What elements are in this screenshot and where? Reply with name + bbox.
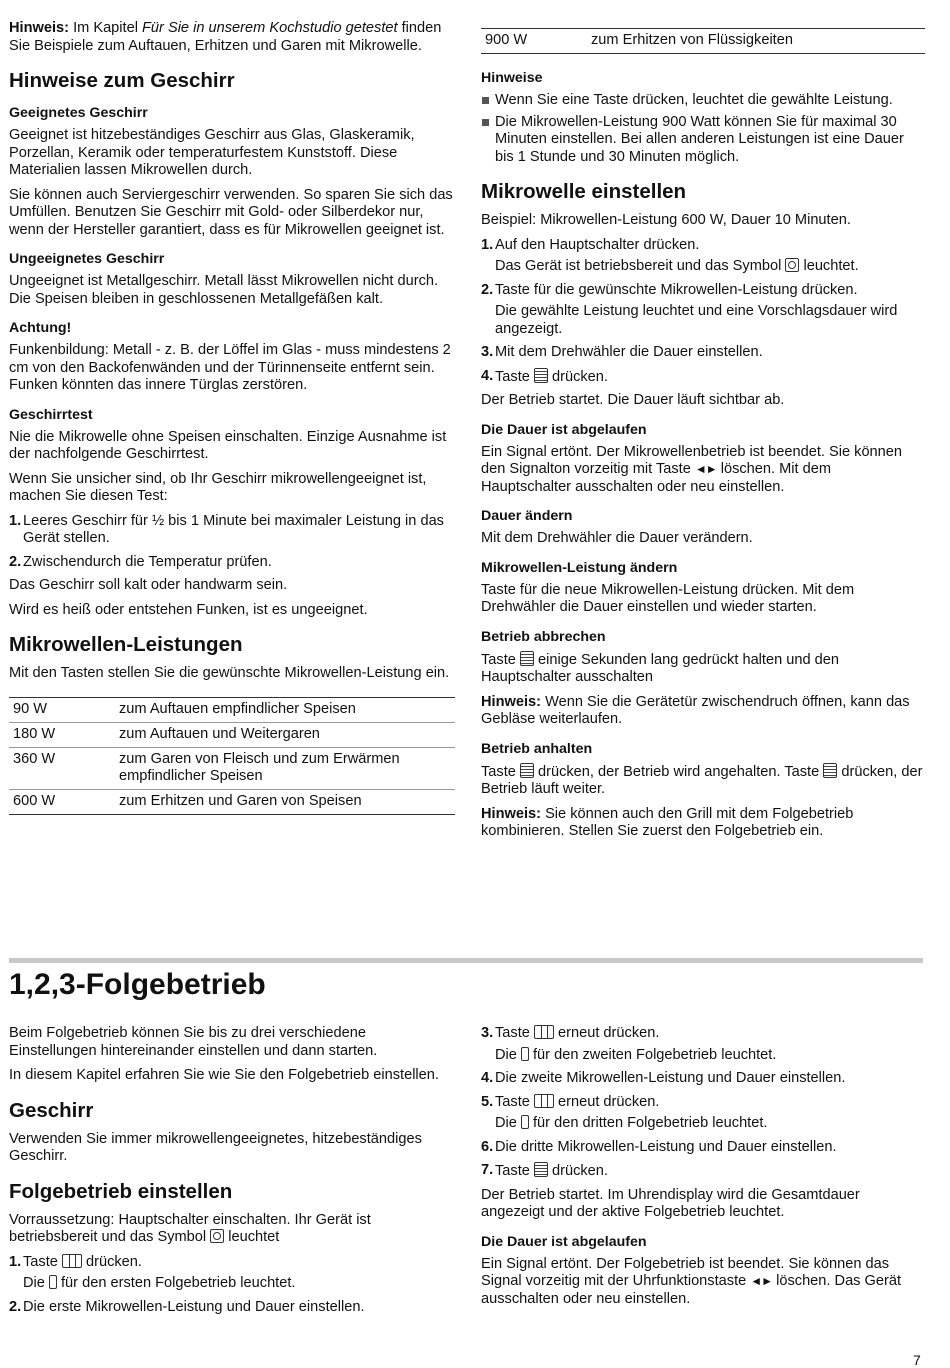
cookware-text: Verwenden Sie immer mikrowellengeeignetes, hitzebeständiges Geschirr. [9,1130,422,1164]
intro-chapter-ref: Für Sie in unserem Kochstudio getestet [142,20,398,36]
sequence-steps-a [9,1254,455,1317]
power-value: 180 W [9,722,115,747]
step-number: 5. [481,1093,494,1110]
step-number: 1. [9,1253,22,1270]
section-title: 1,2,3-Folgebetrieb [9,968,266,1001]
step-text-pre: Taste [23,1253,62,1270]
dish-test-text-1: Nie die Mikrowelle ohne Speisen einschalten. Einzige Ausnahme ist der nachfolgende Geschirrtest. [9,428,447,462]
sequence-left-column [9,1025,455,1322]
power-table-continued [481,28,925,54]
heading-cookware: Geschirr [9,1098,94,1122]
sequence-elapsed-text [481,1256,925,1309]
sequence-indicator-icon [521,1115,529,1129]
dish-test-text-2: Wenn Sie unsicher sind, ob Ihr Geschirr mikrowellengeeignet ist, machen Sie diesen Test: [9,470,427,504]
sequence-key-icon [62,1254,82,1268]
section-divider [9,958,923,963]
heading-notes: Hinweise [481,70,543,86]
step-text: Zwischendurch die Temperatur prüfen. [23,553,272,570]
step-text-post: erneut drücken. [553,1093,660,1110]
change-power-text: Taste für die neue Mikrowellen-Leistung drücken. Mit dem Drehwähler die Dauer einstellen und wieder starten. [481,581,855,615]
sequence-steps-b [481,1025,925,1181]
table-row [481,29,925,54]
heading-power-levels: Mikrowellen-Leistungen [9,633,243,656]
power-use: zum Erhitzen und Garen von Speisen [115,789,455,814]
table-row [9,747,455,789]
dish-test-text-4: Wird es heiß oder entstehen Funken, ist es ungeeignet. [9,601,368,618]
note-door [481,694,925,729]
power-use: zum Garen von Fleisch und zum Erwärmen empfindlicher Speisen [115,747,455,789]
power-symbol-icon [210,1229,224,1243]
power-value: 600 W [9,789,115,814]
right-column [481,28,925,848]
list-item [481,368,925,387]
time-elapsed-pre: Ein Signal ertönt. Der Mikrowellenbetrieb ist beendet. Sie können den Signalton vorzeitig mit Taste [481,443,903,477]
intro-text-post: finden Sie Beispiele zum Auftauen, Erhitzen und Garen mit Mikrowelle. [9,20,442,54]
intro-text-pre: Im Kapitel [69,20,143,36]
arrow-keys-icon: ◄► [694,462,717,476]
step-text-pre: Taste [495,368,534,385]
list-item [9,1299,455,1317]
step-text-pre: Taste [495,1163,534,1179]
prerequisite-text [9,1212,455,1247]
list-item [481,1070,925,1088]
step-result-pre: Die [495,1046,521,1063]
heading-pause-operation: Betrieb anhalten [481,740,593,757]
power-table [9,697,455,815]
power-use: zum Erhitzen von Flüssigkeiten [587,29,925,54]
cancel-operation-text [481,651,925,687]
list-item: Die Mikrowellen-Leistung 900 Watt können Sie für maximal 30 Minuten einstellen. Bei allen anderen Leistungen ist eine Dauer bis 1 Stunde und 30 Minuten möglich. [481,114,925,167]
power-value: 90 W [9,697,115,722]
heading-cancel-operation: Betrieb abbrechen [481,628,606,645]
heading-set-sequence: Folgebetrieb einstellen [9,1179,233,1203]
start-stop-icon [823,763,837,778]
notes-list [481,92,925,166]
step-text: Leeres Geschirr für ½ bis 1 Minute bei maximaler Leistung in das Gerät stellen. [23,512,444,546]
power-levels-text: Mit den Tasten stellen Sie die gewünschte Mikrowellen-Leistung ein. [9,665,450,681]
list-item [9,1254,455,1293]
list-item [9,554,455,572]
step-result [23,1275,455,1293]
intro-note [9,20,455,55]
heading-change-power: Mikrowellen-Leistung ändern [481,559,678,576]
list-item [481,282,925,339]
power-use: zum Auftauen empfindlicher Speisen [115,697,455,722]
step-number: 1. [481,236,494,253]
heading-dish-test: Geschirrtest [9,406,93,423]
change-duration-text: Mit dem Drehwähler die Dauer verändern. [481,530,753,546]
start-stop-icon [520,651,534,666]
step-text-post: drücken. [547,1163,608,1179]
step-text-pre: Taste [495,1093,534,1110]
sequence-indicator-icon [49,1275,57,1289]
sequence-key-icon [534,1025,554,1039]
sequence-elapsed-post: löschen. Das Gerät ausschalten oder neu einstellen. [481,1273,902,1307]
note-label: Hinweis: [481,805,542,822]
heading-warning: Achtung! [9,320,72,336]
step-result-post: für den zweiten Folgebetrieb leuchtet. [528,1046,777,1063]
dish-test-steps [9,513,455,572]
step-number: 4. [481,367,494,384]
list-item [9,513,455,548]
sequence-indicator-icon [521,1047,529,1061]
step-result [495,258,925,276]
heading-dish-notes: Hinweise zum Geschirr [9,69,235,92]
list-item: Wenn Sie eine Taste drücken, leuchtet die gewählte Leistung. [481,92,925,110]
list-item [481,237,925,276]
step-result [495,1115,925,1133]
step-text: Die dritte Mikrowellen-Leistung und Dauer einstellen. [495,1138,837,1155]
step-result [495,1047,925,1065]
prerequisite-pre: Vorraussetzung: Hauptschalter einschalten. Ihr Gerät ist betriebsbereit und das Symbol [9,1211,371,1245]
pause-post: drücken, der Betrieb läuft weiter. [481,763,923,797]
cancel-post: einige Sekunden lang gedrückt halten und den Hauptschalter ausschalten [481,651,840,685]
sequence-elapsed-pre: Ein Signal ertönt. Der Folgebetrieb ist beendet. Sie können das Signal vorzeitig mit der Uhrfunktionstaste [481,1255,890,1289]
step-number: 2. [481,281,494,298]
unsuitable-text: Ungeeignet ist Metallgeschirr. Metall lässt Mikrowellen nicht durch. Die Speisen bleiben in geschlossenen Metallgefäßen kalt. [9,273,439,307]
sequence-right-column [481,1025,925,1315]
step-text: Die erste Mikrowellen-Leistung und Dauer einstellen. [23,1298,365,1315]
step-number: 6. [481,1138,494,1155]
step-text-post: drücken. [81,1253,142,1270]
step-text: Die zweite Mikrowellen-Leistung und Dauer einstellen. [495,1070,846,1086]
step-result-post: für den ersten Folgebetrieb leuchtet. [56,1275,296,1291]
list-item [481,1162,925,1181]
sequence-intro-1: Beim Folgebetrieb können Sie bis zu drei verschiedene Einstellungen hintereinander einstellen und dann starten. [9,1025,378,1059]
pause-mid: drücken, der Betrieb wird angehalten. Taste [533,763,824,780]
sequence-intro-2: In diesem Kapitel erfahren Sie wie Sie den Folgebetrieb einstellen. [9,1067,439,1083]
pause-pre: Taste [481,763,520,780]
power-value: 900 W [481,29,587,54]
note-grill [481,806,925,841]
step-result-pre: Die [23,1275,49,1291]
step-result-pre: Das Gerät ist betriebsbereit und das Symbol [495,258,786,274]
cancel-pre: Taste [481,651,520,668]
step-number: 3. [481,344,494,360]
prerequisite-post: leuchtet [224,1229,280,1245]
page-number: 7 [913,1352,921,1368]
heading-suitable-dishes: Geeignetes Geschirr [9,105,148,121]
note-label: Hinweis: [481,693,542,710]
table-row [9,789,455,814]
step-number: 4. [481,1070,494,1086]
power-use: zum Auftauen und Weitergaren [115,722,455,747]
power-value: 360 W [9,747,115,789]
step-number: 1. [9,512,22,529]
note-door-text: Wenn Sie die Gerätetür zwischendruch öffnen, kann das Gebläse weiterlaufen. [481,693,910,727]
time-elapsed-post: löschen. Mit dem Hauptschalter ausschalten oder neu einstellen. [481,461,832,495]
time-elapsed-text [481,444,925,497]
start-stop-icon [534,368,548,383]
step-text: Auf den Hauptschalter drücken. [495,236,700,253]
heading-unsuitable-dishes: Ungeeignetes Geschirr [9,251,165,267]
heading-set-microwave: Mikrowelle einstellen [481,180,687,203]
step-number: 2. [9,553,22,570]
suitable-text-2: Sie können auch Serviergeschirr verwenden. So sparen Sie sich das Umfüllen. Benutzen Sie Geschirr mit Gold- oder Silberdekor nur, wenn der Hersteller garantiert, dass es für Mikrowellen geeignet ist. [9,186,453,238]
set-microwave-steps [481,237,925,387]
list-item [481,1025,925,1064]
step-text: Mit dem Drehwähler die Dauer einstellen. [495,344,763,360]
step-number: 3. [481,1025,494,1041]
power-symbol-icon [785,258,799,272]
step-result: Die gewählte Leistung leuchtet und eine Vorschlagsdauer wird angezeigt. [495,303,898,337]
step-result-pre: Die [495,1115,521,1131]
step-number: 2. [9,1298,22,1315]
step-text-post: erneut drücken. [553,1025,660,1041]
heading-change-duration: Dauer ändern [481,508,573,524]
heading-sequence-elapsed: Die Dauer ist abgelaufen [481,1233,647,1250]
sequence-key-icon [534,1094,554,1108]
step-result-post: für den dritten Folgebetrieb leuchtet. [528,1115,768,1131]
table-row [9,697,455,722]
heading-time-elapsed: Die Dauer ist abgelaufen [481,421,647,438]
pause-operation-text [481,763,925,799]
example-text: Beispiel: Mikrowellen-Leistung 600 W, Dauer 10 Minuten. [481,212,851,228]
list-item [481,1139,925,1157]
start-stop-icon [534,1162,548,1177]
step-number: 7. [481,1162,494,1178]
list-item [481,1094,925,1133]
dish-test-text-3: Das Geschirr soll kalt oder handwarm sein. [9,577,288,593]
operation-starts-text: Der Betrieb startet. Die Dauer läuft sichtbar ab. [481,392,785,408]
step-text-pre: Taste [495,1025,534,1041]
note-label: Hinweis: [9,20,70,36]
suitable-text-1: Geeignet ist hitzebeständiges Geschirr aus Glas, Glaskeramik, Porzellan, Keramik oder temperaturfestem Kunststoff. Diese Materialien lassen Mikrowellen durch. [9,127,415,178]
arrow-keys-icon: ◄► [750,1274,773,1288]
table-row [9,722,455,747]
left-column [9,20,455,815]
list-item [481,344,925,362]
sequence-starts-text: Der Betrieb startet. Im Uhrendisplay wird die Gesamtdauer angezeigt und der aktive Folgebetrieb leuchtet. [481,1186,860,1220]
step-result-post: leuchtet. [799,258,859,274]
warning-text: Funkenbildung: Metall - z. B. der Löffel im Glas - muss mindestens 2 cm von den Backofenwänden und der Türinnenseite entfernt sein. Funken könnten das innere Türglas zerstören. [9,342,451,393]
step-text: Taste für die gewünschte Mikrowellen-Leistung drücken. [495,281,858,298]
step-text-post: drücken. [547,368,608,385]
start-stop-icon [520,763,534,778]
note-grill-text: Sie können auch den Grill mit dem Folgebetrieb kombinieren. Stellen Sie zuerst den Folgebetrieb ein. [481,805,854,839]
